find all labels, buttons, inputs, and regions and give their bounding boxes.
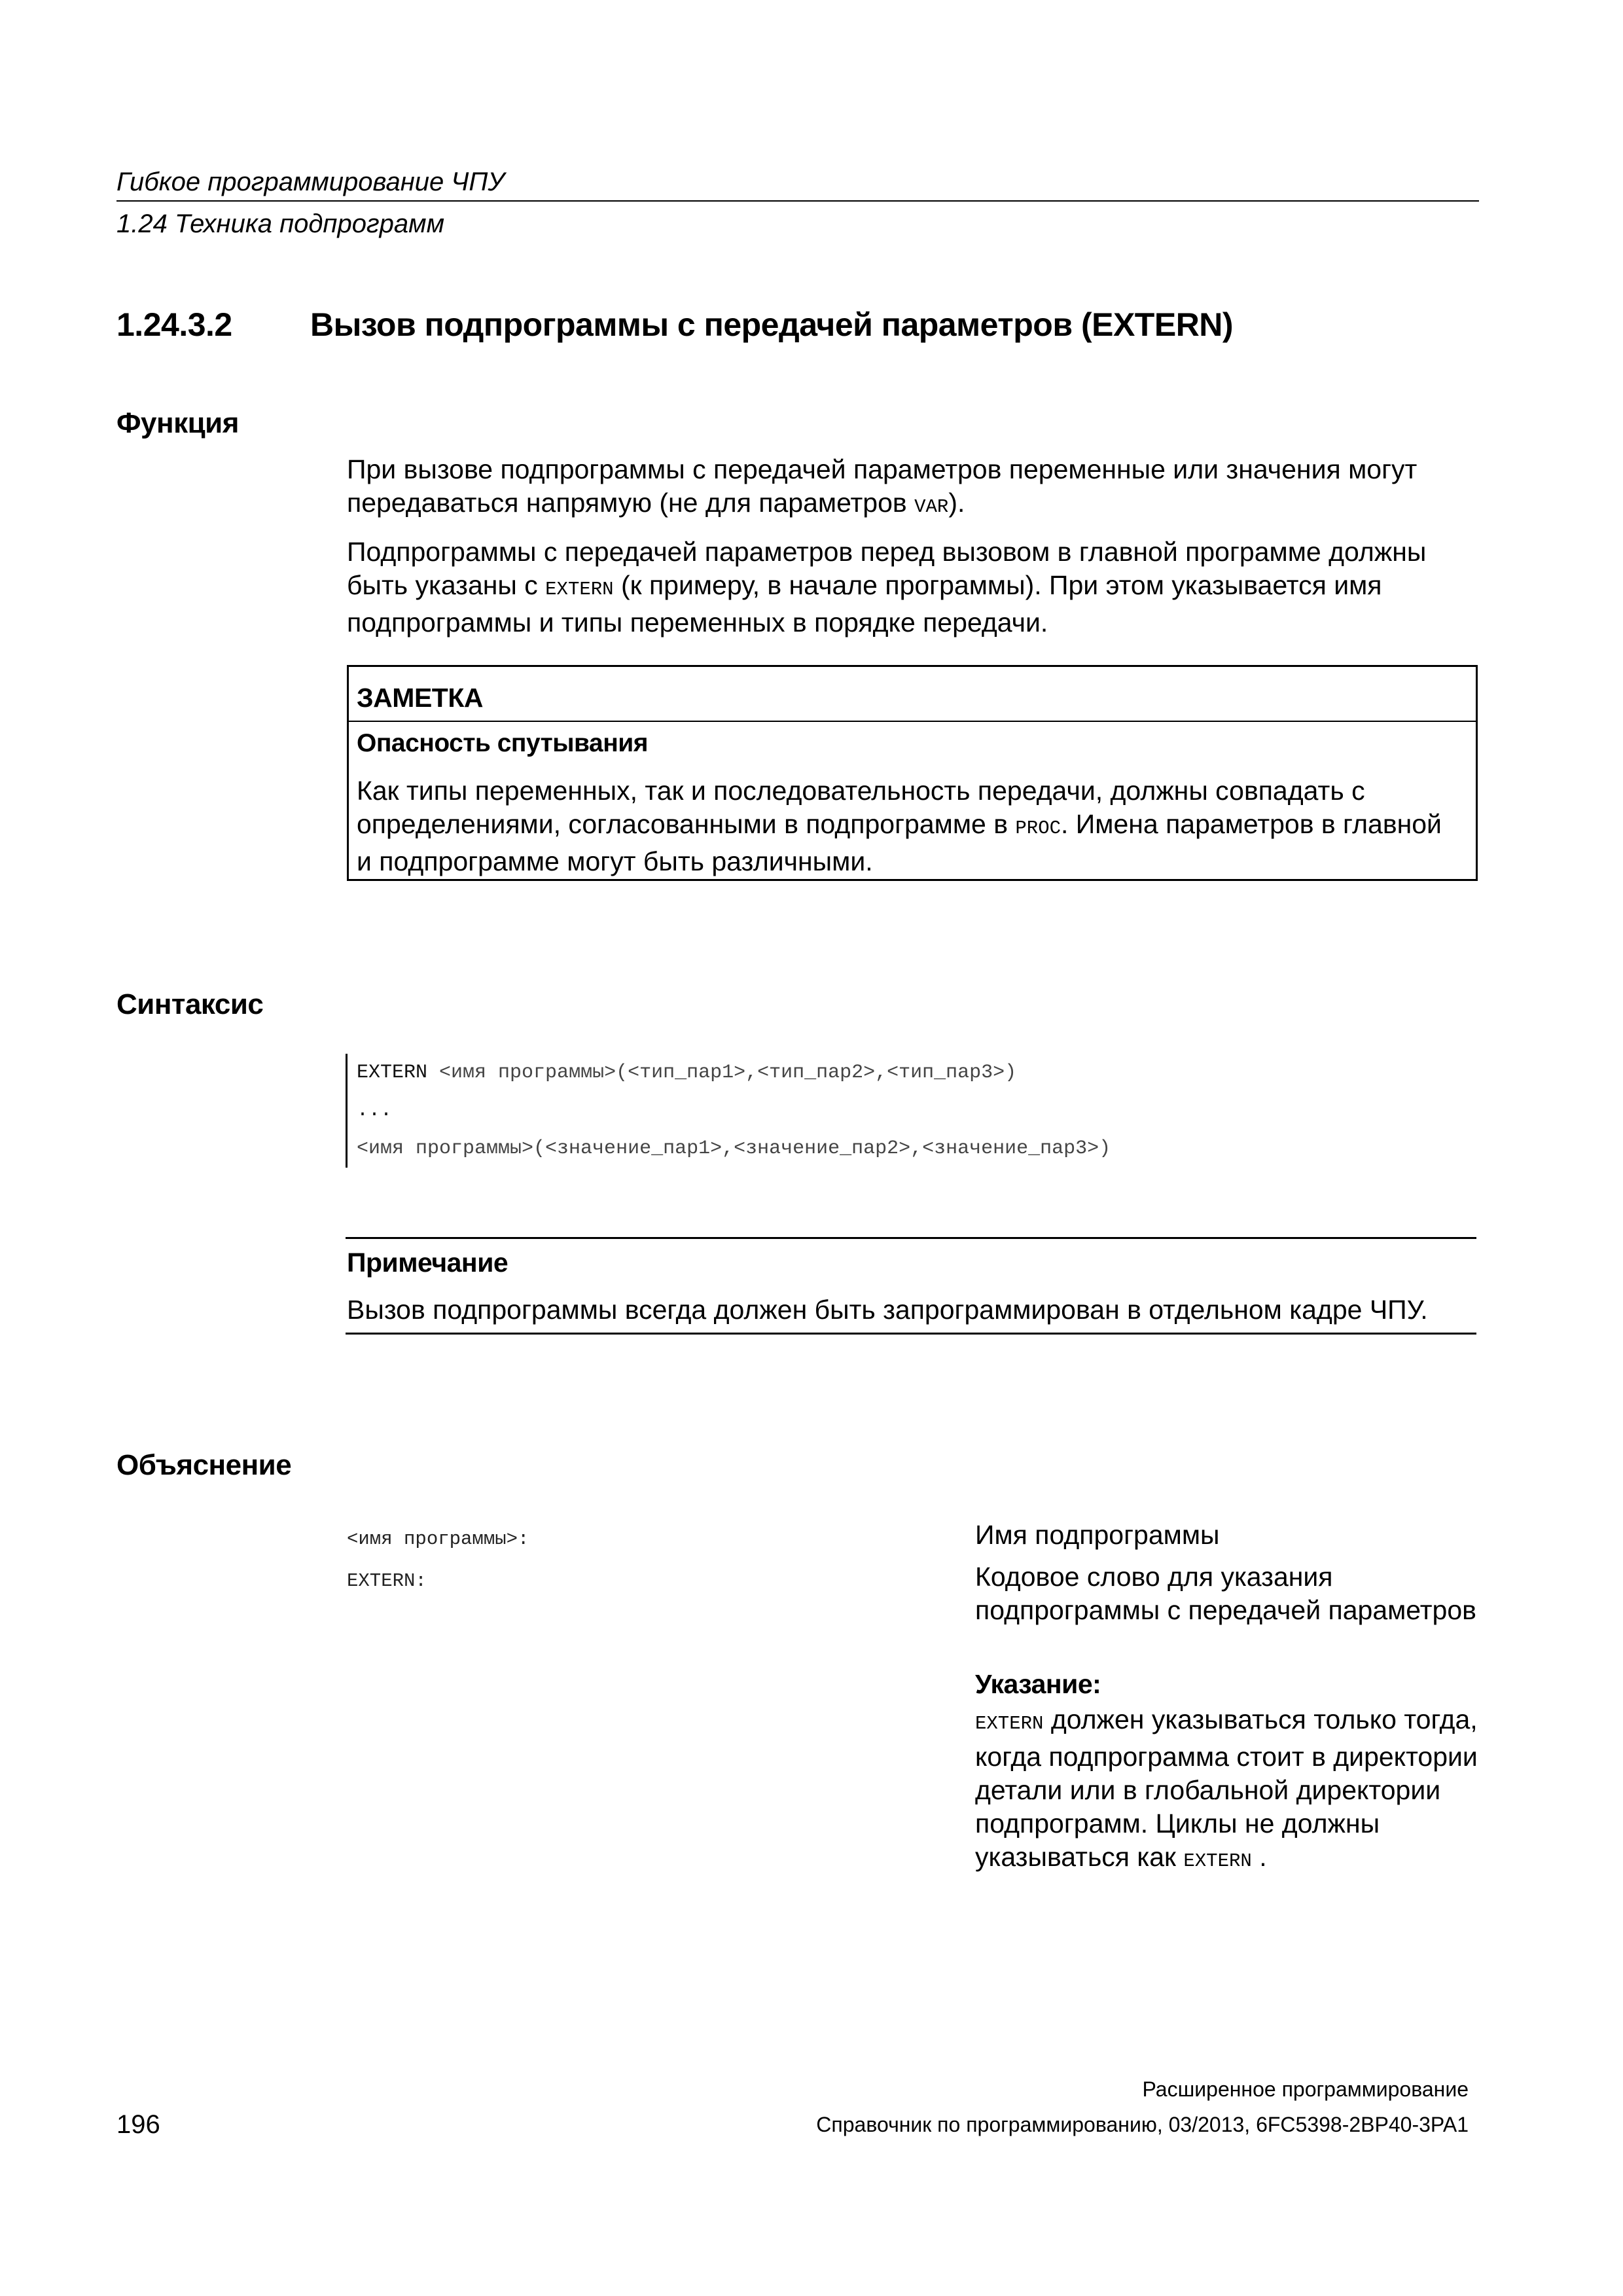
hint-text: должен указываться только тогда, когда подпрограмма стоит в директории детали или в глобальной директории подпрограмм. Циклы не должны указываться как xyxy=(975,1704,1478,1872)
explanation-definition-extern: Кодовое слово для указания подпрограммы с передачей параметров xyxy=(975,1562,1476,1625)
note-subtitle: Опасность спутывания xyxy=(357,729,648,757)
note-divider xyxy=(349,721,1476,722)
running-header-section: 1.24 Техника подпрограмм xyxy=(116,209,444,238)
footer-page-number: 196 xyxy=(116,2110,160,2139)
code-line-2: ... xyxy=(357,1100,393,1122)
hint-code-extern-2: EXTERN xyxy=(1183,1850,1252,1872)
remark-bottom-rule xyxy=(346,1333,1476,1335)
code-line-1 xyxy=(357,1054,1404,1092)
p2-text-a: Подпрограммы с передачей параметров перед вызовом в главной программе должны быть указаны с xyxy=(347,537,1427,600)
explanation-heading: Объяснение xyxy=(116,1449,292,1481)
remark-title: Примечание xyxy=(347,1247,508,1278)
note-title: ЗАМЕТКА xyxy=(357,683,483,713)
footer-document-title: Расширенное программирование xyxy=(1142,2077,1469,2101)
code-line-3: <имя программы>(<значение_пар1>,<значение_пар2>,<значение_пар3>) xyxy=(357,1138,1111,1160)
code-line-1-params: <имя программы>(<тип_пар1>,<тип_пар2>,<тип_пар3>) xyxy=(439,1062,1017,1084)
note-text xyxy=(357,774,1463,878)
hint-end: . xyxy=(1251,1842,1267,1872)
p1-text-a: При вызове подпрограммы с передачей параметров переменные или значения могут передаваться напрямую (не для параметров xyxy=(347,454,1418,518)
explanation-term-program-name: <имя программы>: xyxy=(347,1528,529,1550)
section-title: Вызов подпрограммы с передачей параметров (EXTERN) xyxy=(310,306,1234,343)
section-number: 1.24.3.2 xyxy=(116,306,232,343)
code-keyword-extern: EXTERN xyxy=(357,1062,440,1084)
function-paragraph-2 xyxy=(347,535,1479,639)
explanation-definition-program-name: Имя подпрограммы xyxy=(975,1520,1220,1550)
p1-text-b: ). xyxy=(948,488,965,518)
note-text-a: Как типы переменных, так и последовательность передачи, должны совпадать с определениями, согласованными в подпрограмме в xyxy=(357,776,1365,839)
syntax-heading: Синтаксис xyxy=(116,988,264,1020)
remark-text: Вызов подпрограммы всегда должен быть запрограммирован в отдельном кадре ЧПУ. xyxy=(347,1295,1428,1325)
note-code-proc: PROC xyxy=(1015,817,1061,839)
header-divider xyxy=(116,200,1479,202)
function-paragraph-1 xyxy=(347,453,1479,524)
note-box xyxy=(347,665,1478,881)
running-header-chapter: Гибкое программирование ЧПУ xyxy=(116,168,505,196)
note-text-b: . Имена параметров в главной и подпрограмме могут быть различными. xyxy=(357,809,1442,876)
remark-top-rule xyxy=(346,1237,1476,1239)
explanation-hint-title: Указание: xyxy=(975,1669,1101,1699)
hint-code-extern-1: EXTERN xyxy=(975,1713,1044,1734)
explanation-term-extern: EXTERN: xyxy=(347,1570,427,1592)
function-heading: Функция xyxy=(116,407,239,439)
syntax-code-block xyxy=(346,1054,1404,1168)
explanation-hint-text xyxy=(975,1703,1486,1878)
footer-reference: Справочник по программированию, 03/2013, 6FC5398-2BP40-3PA1 xyxy=(816,2113,1469,2136)
p2-text-b: (к примеру, в начале программы). При этом указывается имя подпрограммы и типы переменных в порядке передачи. xyxy=(347,570,1382,637)
p1-code-var: VAR xyxy=(914,496,949,518)
p2-code-extern: EXTERN xyxy=(545,579,614,600)
